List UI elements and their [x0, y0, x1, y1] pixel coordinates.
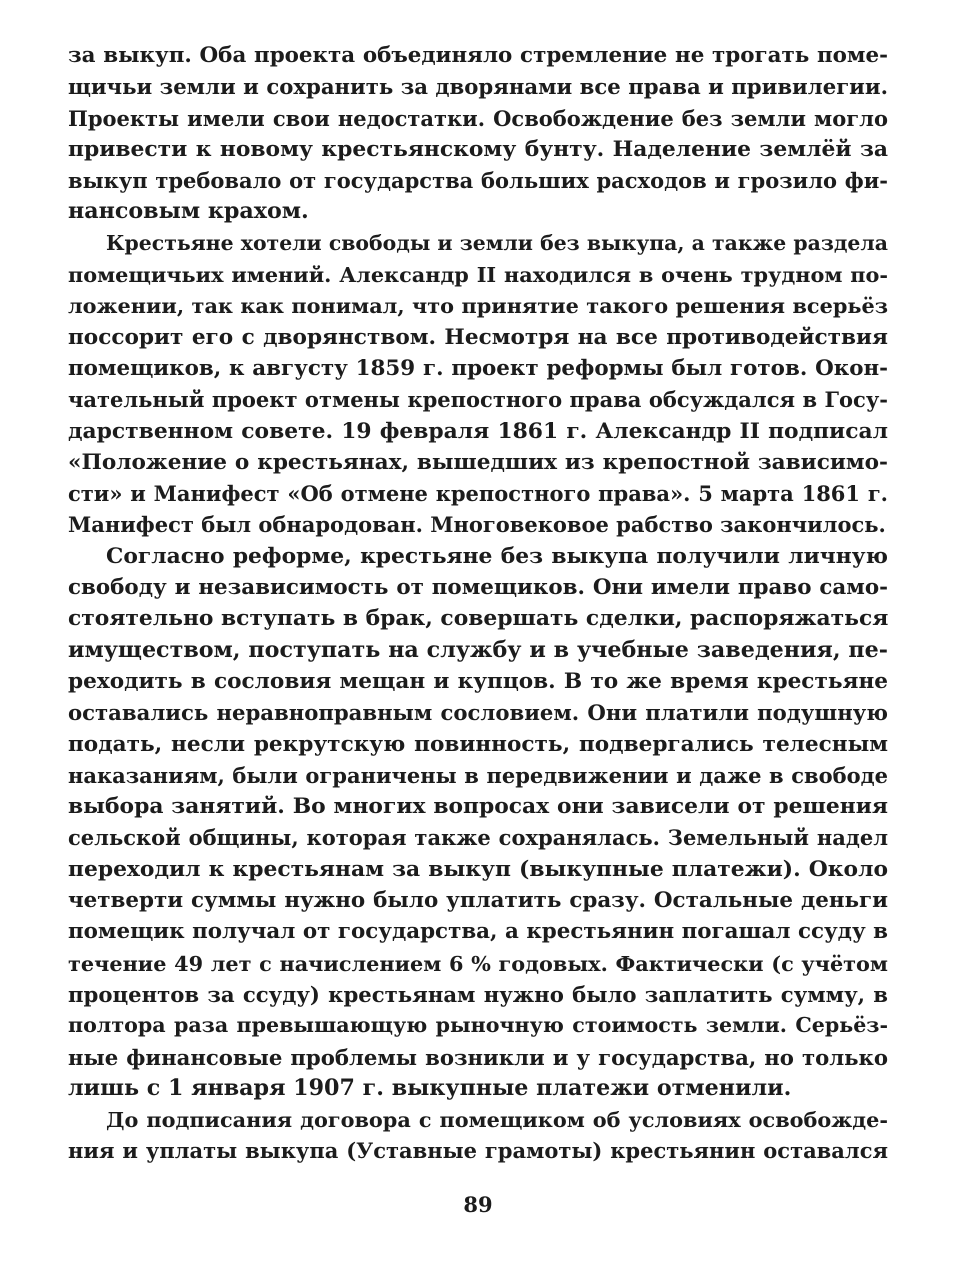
- text-line: реходить в сословия мещан и купцов. В то же время крестьяне: [68, 668, 888, 694]
- text-line: наказаниям, были ограничены в передвижении и даже в свободе: [68, 762, 888, 788]
- text-line: за выкуп. Оба проекта объединяло стремление не трогать поме-: [68, 43, 888, 68]
- text-line: выбора занятий. Во многих вопросах они зависели от решения: [68, 794, 888, 820]
- text-line: имуществом, поступать на службу и в учебные заведения, пе-: [68, 636, 888, 663]
- text-line: помещиков, к августу 1859 г. проект реформы был готов. Окон-: [68, 355, 888, 381]
- text-line: Манифест был обнародован. Многовековое рабство закончилось.: [68, 512, 886, 538]
- text-line: чательный проект отмены крепостного права обсуждался в Госу-: [68, 387, 888, 413]
- text-line: подать, несли рекрутскую повинность, подвергались телесным: [68, 731, 888, 757]
- text-line: стоятельно вступать в брак, совершать сделки, распоряжаться: [68, 606, 889, 632]
- page-number: 89: [463, 1192, 493, 1217]
- text-line: лишь с 1 января 1907 г. выкупные платежи отменили.: [68, 1074, 792, 1101]
- text-line: ные финансовые проблемы возникли и у государства, но только: [68, 1044, 888, 1070]
- text-line: дарственном совете. 19 февраля 1861 г. Александр II подписал: [68, 418, 888, 444]
- text-line: сельской общины, которая также сохранялась. Земельный надел: [68, 825, 888, 851]
- text-line: «Положение о крестьянах, вышедших из крепостной зависимо-: [68, 449, 888, 475]
- text-line: поссорит его с дворянством. Несмотря на все противодействия: [68, 324, 888, 350]
- text-line: полтора раза превышающую рыночную стоимость земли. Серьёз-: [68, 1013, 888, 1038]
- text-line: течение 49 лет с начислением 6 % годовых. Фактически (с учётом: [68, 950, 888, 976]
- text-line: привести к новому крестьянскому бунту. Наделение землёй за: [68, 136, 888, 162]
- paragraph-start-line: Согласно реформе, крестьяне без выкупа получили личную: [106, 543, 888, 569]
- text-line: выкуп требовало от государства больших расходов и грозило фи-: [68, 168, 888, 194]
- text-line: оставались неравноправным сословием. Они платили подушную: [68, 700, 888, 726]
- text-line: Проекты имели свои недостатки. Освобождение без земли могло: [68, 105, 888, 131]
- text-line: свободу и независимость от помещиков. Они имели право само-: [68, 575, 888, 601]
- text-line: помещичьих имений. Александр II находился в очень трудном по-: [68, 262, 888, 288]
- paragraph-start-line: До подписания договора с помещиком об условиях освобожде-: [106, 1107, 888, 1133]
- text-line: нансовым крахом.: [68, 198, 309, 225]
- paragraph-start-line: Крестьяне хотели свободы и земли без выкупа, а также раздела: [106, 230, 888, 255]
- text-line: четверти суммы нужно было уплатить сразу. Остальные деньги: [68, 888, 888, 914]
- text-line: щичьи земли и сохранить за дворянами все права и привилегии.: [68, 74, 888, 100]
- text-line: переходил к крестьянам за выкуп (выкупные платежи). Около: [68, 856, 888, 882]
- body-text: [68, 40, 888, 1167]
- text-line: сти» и Манифест «Об отмене крепостного права». 5 марта 1861 г.: [68, 481, 888, 507]
- text-line: ния и уплаты выкупа (Уставные грамоты) крестьянин оставался: [68, 1138, 888, 1164]
- text-line: процентов за ссуду) крестьянам нужно было заплатить сумму, в: [68, 981, 888, 1007]
- text-line: ложении, так как понимал, что принятие такого решения всерьёз: [68, 293, 888, 319]
- text-line: помещик получал от государства, а крестьянин погашал ссуду в: [68, 919, 888, 945]
